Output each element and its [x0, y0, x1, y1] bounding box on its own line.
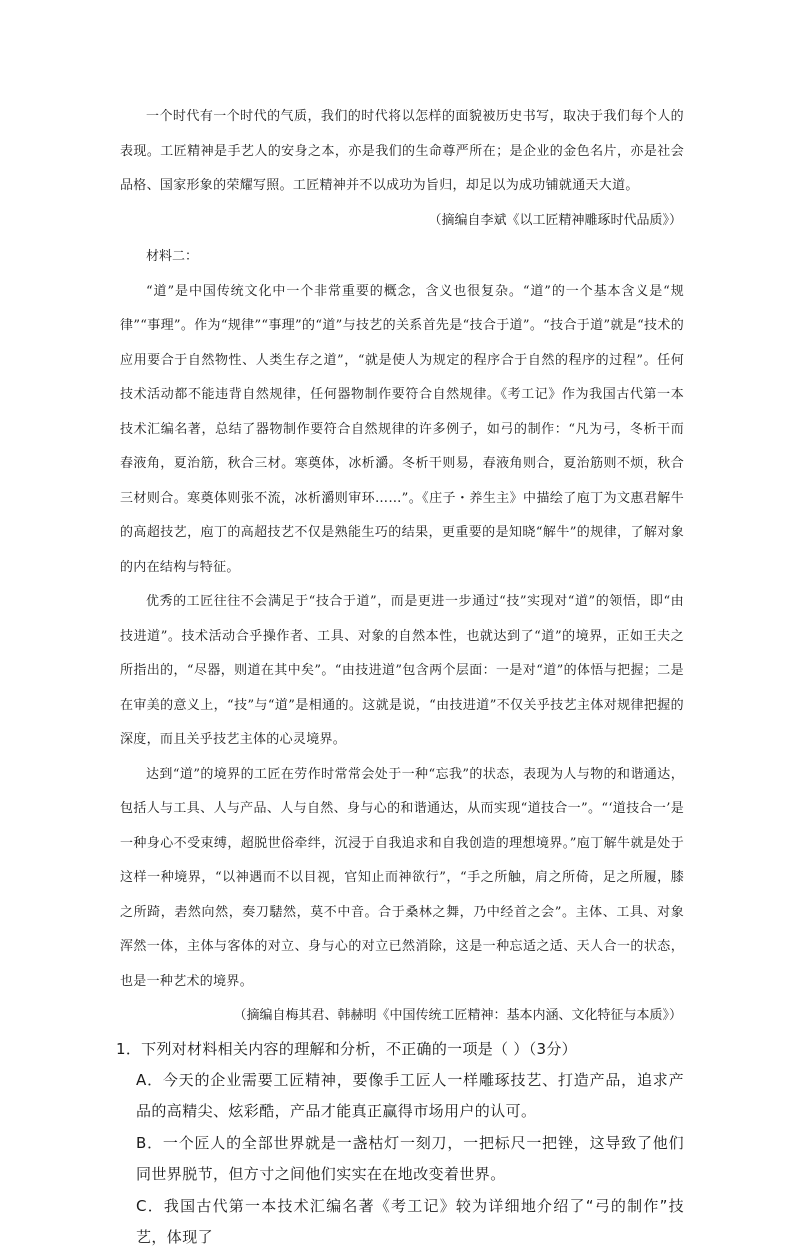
question-1-option-a: A．今天的企业需要工匠精神，要像手工匠人一样雕琢技艺、打造产品，追求产品的高精尖、炫彩酷，产品才能真正赢得市场用户的认可。: [136, 1070, 684, 1120]
material1-source: （摘编自李斌《以工匠精神雕琢时代品质》）: [428, 212, 682, 228]
material1-paragraph: 一个时代有一个时代的气质，我们的时代将以怎样的面貌被历史书写，取决于我们每个人的表现。工匠精神是手艺人的安身之本，亦是我们的生命尊严所在；是企业的金色名片，亦是社会品格、国家形象的荣耀写照。工匠精神并不以成功为旨归，却足以为成功铺就通天大道。: [120, 109, 684, 193]
question-1-stem: 1．下列对材料相关内容的理解和分析，不正确的一项是（ ）（3分）: [116, 1039, 577, 1058]
material2-heading: 材料二：: [146, 249, 199, 264]
material2-paragraph-1: “道”是中国传统文化中一个非常重要的概念，含义也很复杂。“道”的一个基本含义是“规律”“事理”。作为“规律”“事理”的“道”与技艺的关系首先是“技合于道”。“技合于道”就是“技术的应用要合于自然物性、人类生存之道”，“就是使人为规定的程序合于自然的程序的过程”。任何技术活动都不能违背自然规律，任何器物制作要符合自然规律。《考工记》作为我国古代第一本技术汇编名著，总结了器物制作要符合自然规律的许多例子，如弓的制作：“凡为弓，冬析干而春液角，夏治筋，秋合三材。寒奠体，冰析灂。冬析干则易，春液角则合，夏治筋则不烦，秋合三材则合。寒奠体则张不流，冰析灂则审环……”。《庄子・养生主》中描绘了庖丁为文惠君解牛的高超技艺，庖丁的高超技艺不仅是熟能生巧的结果，更重要的是知晓“解牛”的规律，了解对象的内在结构与特征。: [120, 283, 684, 575]
material2-paragraph-3: 达到“道”的境界的工匠在劳作时常常会处于一种“忘我”的状态，表现为人与物的和谐通达，包括人与工具、人与产品、人与自然、身与心的和谐通达，从而实现“道技合一”。“‘道技合一’是一种身心不受束缚，超脱世俗牵绊，沉浸于自我追求和自我创造的理想境界。”庖丁解牛就是处于这样一种境界，“以神遇而不以目视，官知止而神欲行”，“手之所触，肩之所倚，足之所履，膝之所踦，砉然向然，奏刀騞然，莫不中音。合于桑林之舞，乃中经首之会”。主体、工具、对象浑然一体，主体与客体的对立、身与心的对立已然消除，这是一种忘适之适、天人合一的状态，也是一种艺术的境界。: [120, 766, 684, 989]
question-1-option-c: C．我国古代第一本技术汇编名著《考工记》较为详细地介绍了“弓的制作”技艺，体现了: [136, 1196, 684, 1246]
question-1-option-b: B．一个匠人的全部世界就是一盏枯灯一刻刀，一把标尺一把锉，这导致了他们同世界脱节，但方寸之间他们实实在在地改变着世界。: [136, 1133, 684, 1183]
material2-paragraph-2: 优秀的工匠往往不会满足于“技合于道”，而是更进一步通过“技”实现对“道”的领悟，即“由技进道”。技术活动合乎操作者、工具、对象的自然本性，也就达到了“道”的境界，正如王夫之所指出的，“尽器，则道在其中矣”。“由技进道”包含两个层面：一是对“道”的体悟与把握；二是在审美的意义上，“技”与“道”是相通的。这就是说，“由技进道”不仅关乎技艺主体对规律把握的深度，而且关乎技艺主体的心灵境界。: [120, 594, 684, 747]
material2-source: （摘编自梅其君、韩赫明《中国传统工匠精神：基本内涵、文化特征与本质》）: [233, 1008, 682, 1023]
question-1: [116, 1034, 684, 1254]
